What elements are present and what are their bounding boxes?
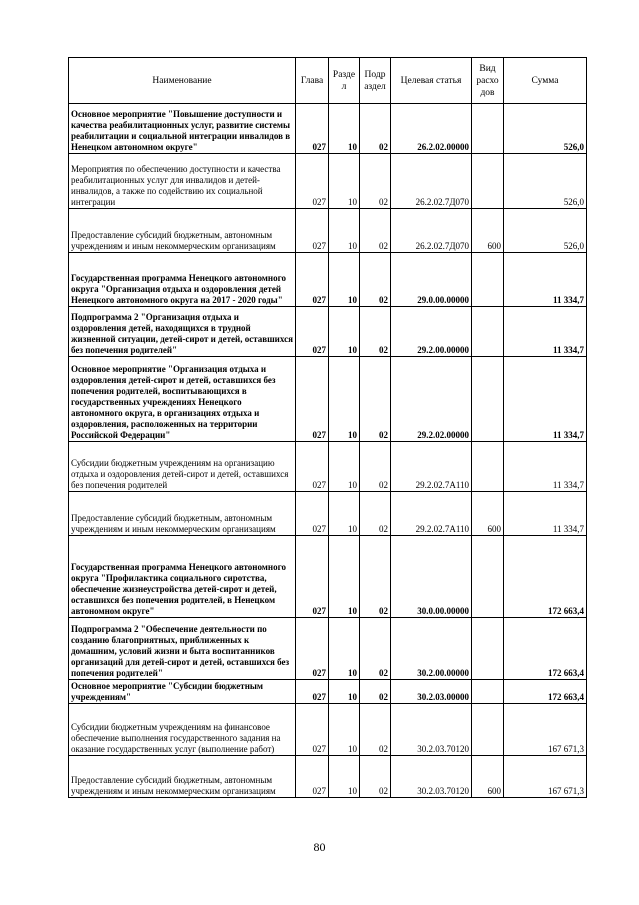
- table-row: [69, 536, 587, 618]
- header-target: Целевая статья: [391, 58, 472, 104]
- cell-subsection: 02: [360, 209, 391, 253]
- cell-subsection: 02: [360, 618, 391, 680]
- cell-subsection: 02: [360, 536, 391, 618]
- cell-name: Подпрограмма 2 "Организация отдыха и оздоровления детей, находящихся в трудной жизненной ситуации, детей-сирот и детей, оставшихся без попечения родителей": [69, 307, 296, 357]
- table-row: [69, 154, 587, 209]
- cell-target: 30.2.03.00000: [391, 680, 472, 704]
- cell-name: Предоставление субсидий бюджетным, автономным учреждениям и иным некоммерческим организациям: [69, 756, 296, 798]
- cell-expense-type: 600: [472, 492, 504, 536]
- table-row: [69, 680, 587, 704]
- cell-subsection: 02: [360, 253, 391, 307]
- cell-chapter: 027: [296, 618, 329, 680]
- table-row: [69, 209, 587, 253]
- cell-expense-type: 600: [472, 756, 504, 798]
- cell-subsection: 02: [360, 307, 391, 357]
- cell-name: Предоставление субсидий бюджетным, автономным учреждениям и иным некоммерческим организациям: [69, 209, 296, 253]
- table-row: [69, 492, 587, 536]
- cell-subsection: 02: [360, 154, 391, 209]
- cell-section: 10: [329, 680, 360, 704]
- cell-amount: 167 671,3: [504, 756, 587, 798]
- cell-target: 29.2.00.00000: [391, 307, 472, 357]
- cell-amount: 11 334,7: [504, 357, 587, 442]
- cell-name: Основное мероприятие "Организация отдыха и оздоровления детей-сирот и детей, оставшихся без попечения родителей, воспитывающихся в государственных учреждениях Ненецкого автономного округа, в организациях отдыха и оздоровления, расположенных на территории Российской Федерации": [69, 357, 296, 442]
- cell-amount: 526,0: [504, 104, 587, 154]
- cell-target: 26.2.02.00000: [391, 104, 472, 154]
- cell-section: 10: [329, 442, 360, 492]
- cell-chapter: 027: [296, 442, 329, 492]
- cell-expense-type: [472, 442, 504, 492]
- table-row: [69, 704, 587, 756]
- cell-name: Субсидии бюджетным учреждениям на финансовое обеспечение выполнения государственного задания на оказание государственных услуг (выполнение работ): [69, 704, 296, 756]
- cell-section: 10: [329, 618, 360, 680]
- cell-amount: 526,0: [504, 209, 587, 253]
- cell-amount: 11 334,7: [504, 442, 587, 492]
- cell-amount: 172 663,4: [504, 680, 587, 704]
- table-row: [69, 756, 587, 798]
- header-section: Разде л: [329, 58, 360, 104]
- cell-name: Субсидии бюджетным учреждениям на организацию отдыха и оздоровления детей-сирот и детей, оставшихся без попечения родителей: [69, 442, 296, 492]
- cell-chapter: 027: [296, 357, 329, 442]
- cell-section: 10: [329, 536, 360, 618]
- cell-expense-type: [472, 154, 504, 209]
- cell-name: Основное мероприятие "Повышение доступности и качества реабилитационных услуг, развитие системы реабилитации и социальной интеграции инвалидов в Ненецком автономном округе": [69, 104, 296, 154]
- cell-name: Государственная программа Ненецкого автономного округа "Организация отдыха и оздоровления детей Ненецкого автономного округа на 2017 - 2020 годы": [69, 253, 296, 307]
- cell-expense-type: [472, 307, 504, 357]
- header-chapter: Глава: [296, 58, 329, 104]
- cell-target: 30.2.00.00000: [391, 618, 472, 680]
- table-row: [69, 618, 587, 680]
- cell-amount: 172 663,4: [504, 536, 587, 618]
- cell-chapter: 027: [296, 492, 329, 536]
- cell-subsection: 02: [360, 756, 391, 798]
- cell-target: 30.0.00.00000: [391, 536, 472, 618]
- cell-subsection: 02: [360, 492, 391, 536]
- header-subsection: Подр аздел: [360, 58, 391, 104]
- cell-name: Мероприятия по обеспечению доступности и качества реабилитационных услуг для инвалидов и детей-инвалидов, а также по содействию их социальной интеграции: [69, 154, 296, 209]
- cell-chapter: 027: [296, 154, 329, 209]
- cell-amount: 11 334,7: [504, 492, 587, 536]
- header-name: Наименование: [69, 58, 296, 104]
- cell-subsection: 02: [360, 704, 391, 756]
- cell-subsection: 02: [360, 442, 391, 492]
- header-expense-type: Вид расхо дов: [472, 58, 504, 104]
- cell-section: 10: [329, 492, 360, 536]
- cell-subsection: 02: [360, 357, 391, 442]
- cell-target: 30.2.03.70120: [391, 756, 472, 798]
- cell-target: 29.2.02.7А110: [391, 442, 472, 492]
- cell-expense-type: [472, 253, 504, 307]
- cell-amount: 11 334,7: [504, 253, 587, 307]
- cell-expense-type: [472, 536, 504, 618]
- cell-name: Подпрограмма 2 "Обеспечение деятельности по созданию благоприятных, приближенных к домашним, условий жизни и быта воспитанников организаций для детей-сирот и детей, оставшихся без попечения родителей": [69, 618, 296, 680]
- cell-chapter: 027: [296, 756, 329, 798]
- cell-expense-type: [472, 680, 504, 704]
- table-row: [69, 442, 587, 492]
- cell-section: 10: [329, 154, 360, 209]
- cell-target: 29.0.00.00000: [391, 253, 472, 307]
- cell-expense-type: [472, 357, 504, 442]
- cell-chapter: 027: [296, 680, 329, 704]
- cell-amount: 167 671,3: [504, 704, 587, 756]
- cell-amount: 526,0: [504, 154, 587, 209]
- table-row: [69, 357, 587, 442]
- page-number: 80: [313, 840, 326, 854]
- cell-target: 26.2.02.7Д070: [391, 154, 472, 209]
- cell-subsection: 02: [360, 680, 391, 704]
- cell-name: Основное мероприятие "Субсидии бюджетным учреждениям": [69, 680, 296, 704]
- cell-chapter: 027: [296, 104, 329, 154]
- cell-expense-type: [472, 618, 504, 680]
- cell-target: 26.2.02.7Д070: [391, 209, 472, 253]
- cell-chapter: 027: [296, 704, 329, 756]
- cell-section: 10: [329, 307, 360, 357]
- cell-amount: 172 663,4: [504, 618, 587, 680]
- cell-section: 10: [329, 704, 360, 756]
- cell-section: 10: [329, 209, 360, 253]
- table-row: [69, 104, 587, 154]
- cell-target: 29.2.02.7А110: [391, 492, 472, 536]
- header-amount: Сумма: [504, 58, 587, 104]
- budget-table: [68, 57, 587, 798]
- cell-chapter: 027: [296, 253, 329, 307]
- cell-expense-type: [472, 704, 504, 756]
- cell-expense-type: 600: [472, 209, 504, 253]
- cell-expense-type: [472, 104, 504, 154]
- cell-name: Предоставление субсидий бюджетным, автономным учреждениям и иным некоммерческим организациям: [69, 492, 296, 536]
- cell-chapter: 027: [296, 209, 329, 253]
- cell-amount: 11 334,7: [504, 307, 587, 357]
- cell-chapter: 027: [296, 536, 329, 618]
- cell-target: 29.2.02.00000: [391, 357, 472, 442]
- cell-section: 10: [329, 253, 360, 307]
- cell-chapter: 027: [296, 307, 329, 357]
- cell-section: 10: [329, 357, 360, 442]
- table-row: [69, 253, 587, 307]
- cell-subsection: 02: [360, 104, 391, 154]
- cell-section: 10: [329, 104, 360, 154]
- cell-name: Государственная программа Ненецкого автономного округа "Профилактика социального сиротства, обеспечение жизнеустройства детей-сирот и детей, оставшихся без попечения родителей, в Ненецком автономном округе": [69, 536, 296, 618]
- cell-target: 30.2.03.70120: [391, 704, 472, 756]
- cell-section: 10: [329, 756, 360, 798]
- table-row: [69, 307, 587, 357]
- table-header-row: [69, 58, 587, 104]
